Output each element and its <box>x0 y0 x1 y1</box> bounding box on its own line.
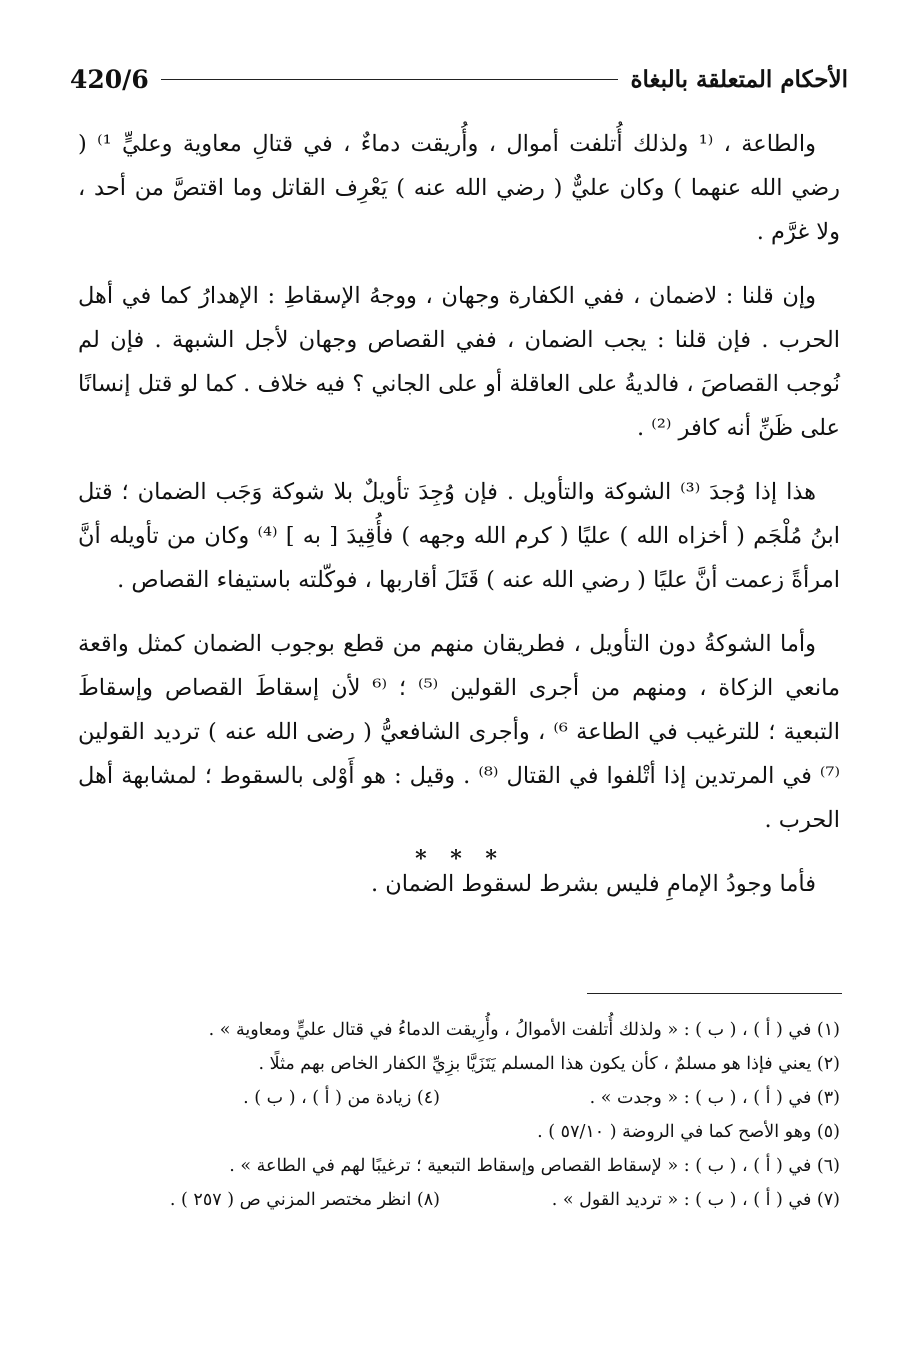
footnote-8: (٨) انظر مختصر المزني ص ( ٢٥٧ ) . <box>169 1190 440 1210</box>
footnote-row-3-4 <box>108 1081 840 1115</box>
footnote-3: (٣) في ( أ ) ، ( ب ) : « وجدت » . <box>589 1088 840 1108</box>
paragraph-1: والطاعة ، ⁽¹ ولذلك أُتلفت أموال ، وأُريقت دماءٌ ، في قتالِ معاوية وعليٍّ ¹⁾ ( رضي الله عنهما ) وكان عليٌّ ( رضي الله عنه ) يَعْرِف القاتل وما اقتصَّ من أحد ، ولا غرَّم . <box>78 131 840 245</box>
paragraph-2: وإن قلنا : لاضمان ، ففي الكفارة وجهان ، ووجهُ الإسقاطِ : الإهدارُ كما في أهل الحرب . فإن قلنا : يجب الضمان ، ففي القصاص وجهان لأجل الشبهة . فإن لم نُوجب القصاصَ ، فالديةُ على العاقلة أو على الجاني ؟ فيه خلاف . كما لو قتل إنسانًا على ظَنِّ أنه كافر ⁽²⁾ . <box>78 283 840 441</box>
footnote-4: (٤) زيادة من ( أ ) ، ( ب ) . <box>243 1088 440 1108</box>
footnote-6: (٦) في ( أ ) ، ( ب ) : « لإسقاط القصاص وإسقاط التبعية ؛ ترغيبًا لهم في الطاعة » . <box>229 1156 840 1176</box>
footnote-5: (٥) وهو الأصح كما في الروضة ( ٥٧/١٠ ) . <box>537 1122 840 1142</box>
page-header <box>70 62 848 96</box>
section-separator: * * * <box>415 846 505 872</box>
header-rule <box>161 79 619 80</box>
footnote-rule <box>587 993 842 994</box>
main-text <box>78 122 840 906</box>
running-title: الأحكام المتعلقة بالبغاة <box>630 65 848 93</box>
paragraph-3: هذا إذا وُجدَ ⁽³⁾ الشوكة والتأويل . فإن وُجِدَ تأويلٌ بلا شوكة وَجَب الضمان ؛ قتل ابنُ مُلْجَم ( أخزاه الله ) عليًا ( كرم الله وجهه ) فأُقِيدَ [ به ] ⁽⁴⁾ وكان من تأويله أنَّ امرأةً زعمت أنَّ عليًا ( رضي الله عنه ) قَتَلَ أقاربها ، فوكّلته باستيفاء القصاص . <box>78 479 840 593</box>
paragraph-4: وأما الشوكةُ دون التأويل ، فطريقان منهم من قطع بوجوب الضمان كمثل واقعة مانعي الزكاة ، ومنهم من أجرى القولين ⁽⁵⁾ ؛ ⁽⁶ لأن إسقاطَ القصاص وإسقاطَ التبعية ؛ للترغيب في الطاعة ⁶⁾ ، وأجرى الشافعيُّ ( رضى الله عنه ) ترديد القولين ⁽⁷⁾ في المرتدين إذا أتْلفوا في القتال ⁽⁸⁾ . وقيل : هو أَوْلى بالسقوط ؛ لمشابهة أهل الحرب . <box>78 631 841 833</box>
footnote-row-7-8 <box>108 1183 840 1217</box>
footnote-2: (٢) يعني فإذا هو مسلمٌ ، كأن يكون هذا المسلم يَتَزَيَّا بزِيِّ الكفار الخاص بهم مثلًا . <box>258 1054 840 1074</box>
page-number: 420/6 <box>70 64 149 94</box>
footnotes <box>108 1013 840 1217</box>
footnote-1: (١) في ( أ ) ، ( ب ) : « ولذلك أُتلفت الأموالُ ، وأُرِيقت الدماءُ في قتال عليٍّ ومعاوية » . <box>208 1020 840 1040</box>
paragraph-5: فأما وجودُ الإمامِ فليس بشرط لسقوط الضمان . <box>370 871 816 897</box>
footnote-7: (٧) في ( أ ) ، ( ب ) : « ترديد القول » . <box>551 1190 840 1210</box>
